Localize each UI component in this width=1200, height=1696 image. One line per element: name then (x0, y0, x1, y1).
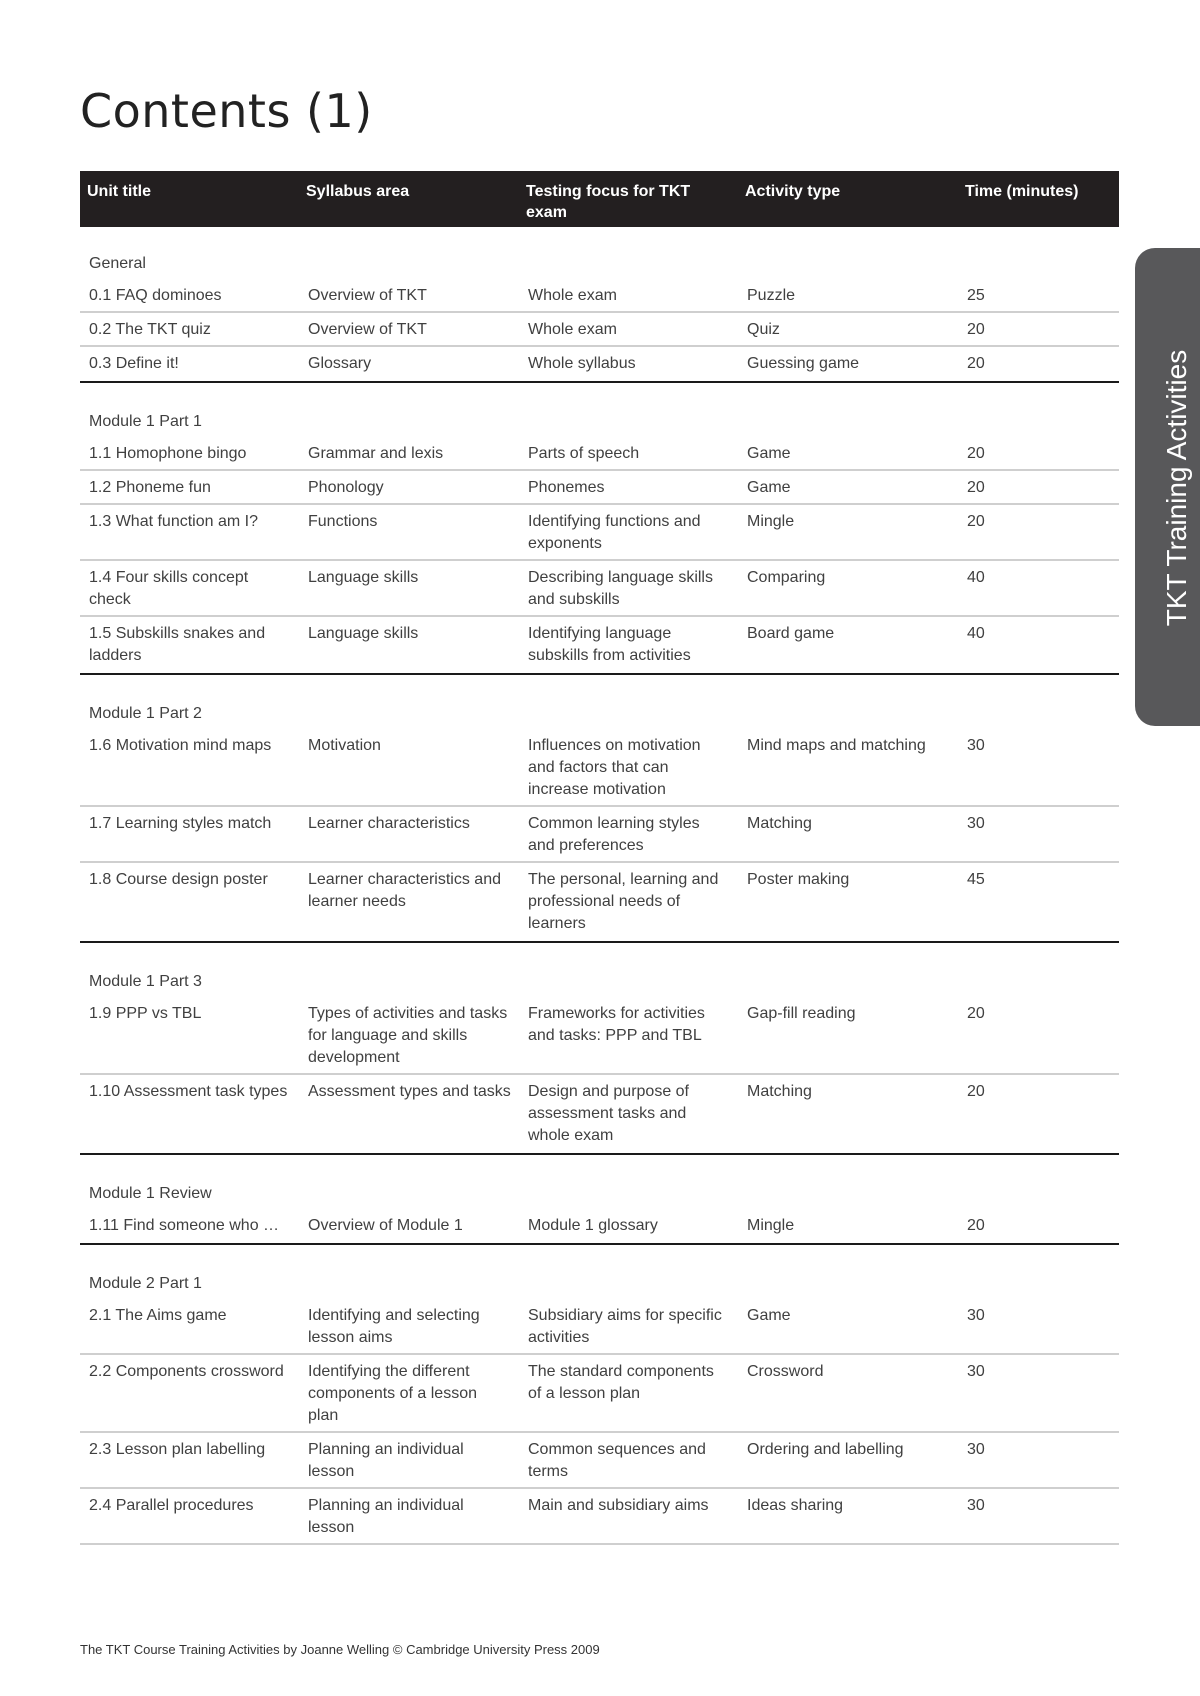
syllabus-area-cell: Glossary (299, 346, 519, 382)
unit-title-cell: 0.3 Define it! (80, 346, 299, 382)
activity-type-cell: Gap-fill reading (738, 997, 958, 1074)
section-header-row (80, 674, 1119, 729)
unit-title-cell: 1.5 Subskills snakes and ladders (80, 616, 299, 674)
time-cell: 40 (958, 616, 1119, 674)
table-header-row (80, 171, 1119, 227)
header-activity-type: Activity type (738, 171, 958, 227)
activity-type-cell: Game (738, 437, 958, 470)
unit-title-cell: 1.4 Four skills concept check (80, 560, 299, 616)
section-title: Module 1 Part 2 (89, 705, 202, 722)
syllabus-area-cell: Learner characteristics (299, 806, 519, 862)
table-row (80, 346, 1119, 382)
section-header-row (80, 1244, 1119, 1299)
syllabus-area-cell: Overview of Module 1 (299, 1209, 519, 1244)
activity-type-cell: Quiz (738, 312, 958, 346)
section-title: Module 2 Part 1 (89, 1275, 202, 1292)
activity-type-cell: Ordering and labelling (738, 1432, 958, 1488)
time-cell: 45 (958, 862, 1119, 942)
unit-title-cell: 1.2 Phoneme fun (80, 470, 299, 504)
unit-title-cell: 0.2 The TKT quiz (80, 312, 299, 346)
table-body (80, 227, 1119, 1544)
contents-table (80, 171, 1119, 1545)
activity-type-cell: Matching (738, 1074, 958, 1154)
unit-title-cell: 2.1 The Aims game (80, 1299, 299, 1354)
testing-focus-cell: Common sequences and terms (519, 1432, 738, 1488)
time-cell: 30 (958, 1488, 1119, 1544)
activity-type-cell: Game (738, 470, 958, 504)
testing-focus-cell: The standard components of a lesson plan (519, 1354, 738, 1432)
time-cell: 25 (958, 279, 1119, 312)
section-header-row (80, 942, 1119, 997)
testing-focus-cell: Identifying language subskills from activities (519, 616, 738, 674)
header-testing-focus: Testing focus for TKT exam (519, 171, 738, 227)
syllabus-area-cell: Language skills (299, 560, 519, 616)
time-cell: 30 (958, 806, 1119, 862)
activity-type-cell: Crossword (738, 1354, 958, 1432)
table-row (80, 1209, 1119, 1244)
section-title: Module 1 Review (89, 1185, 212, 1202)
table-row (80, 729, 1119, 806)
header-syllabus-area: Syllabus area (299, 171, 519, 227)
unit-title-cell: 1.8 Course design poster (80, 862, 299, 942)
testing-focus-cell: Whole exam (519, 312, 738, 346)
activity-type-cell: Poster making (738, 862, 958, 942)
table-row (80, 862, 1119, 942)
activity-type-cell: Game (738, 1299, 958, 1354)
syllabus-area-cell: Grammar and lexis (299, 437, 519, 470)
unit-title-cell: 1.1 Homophone bingo (80, 437, 299, 470)
testing-focus-cell: Module 1 glossary (519, 1209, 738, 1244)
syllabus-area-cell: Types of activities and tasks for language and skills development (299, 997, 519, 1074)
time-cell: 30 (958, 1432, 1119, 1488)
section-title: Module 1 Part 3 (89, 973, 202, 990)
time-cell: 20 (958, 997, 1119, 1074)
unit-title-cell: 2.3 Lesson plan labelling (80, 1432, 299, 1488)
side-tab-label: TKT Training Activities (1161, 349, 1192, 627)
testing-focus-cell: The personal, learning and professional needs of learners (519, 862, 738, 942)
table-row (80, 279, 1119, 312)
syllabus-area-cell: Identifying and selecting lesson aims (299, 1299, 519, 1354)
syllabus-area-cell: Overview of TKT (299, 312, 519, 346)
testing-focus-cell: Design and purpose of assessment tasks and whole exam (519, 1074, 738, 1154)
table-row (80, 1432, 1119, 1488)
table-row (80, 1354, 1119, 1432)
activity-type-cell: Board game (738, 616, 958, 674)
unit-title-cell: 2.2 Components crossword (80, 1354, 299, 1432)
activity-type-cell: Comparing (738, 560, 958, 616)
testing-focus-cell: Frameworks for activities and tasks: PPP and TBL (519, 997, 738, 1074)
table-row (80, 1299, 1119, 1354)
section-header-row (80, 227, 1119, 279)
syllabus-area-cell: Phonology (299, 470, 519, 504)
table-row (80, 312, 1119, 346)
testing-focus-cell: Common learning styles and preferences (519, 806, 738, 862)
header-unit-title: Unit title (80, 171, 299, 227)
time-cell: 20 (958, 504, 1119, 560)
table-row (80, 806, 1119, 862)
time-cell: 40 (958, 560, 1119, 616)
testing-focus-cell: Influences on motivation and factors that can increase motivation (519, 729, 738, 806)
testing-focus-cell: Parts of speech (519, 437, 738, 470)
time-cell: 30 (958, 729, 1119, 806)
unit-title-cell: 1.7 Learning styles match (80, 806, 299, 862)
unit-title-cell: 1.3 What function am I? (80, 504, 299, 560)
time-cell: 30 (958, 1354, 1119, 1432)
syllabus-area-cell: Assessment types and tasks (299, 1074, 519, 1154)
table-row (80, 470, 1119, 504)
unit-title-cell: 1.9 PPP vs TBL (80, 997, 299, 1074)
time-cell: 30 (958, 1299, 1119, 1354)
unit-title-cell: 2.4 Parallel procedures (80, 1488, 299, 1544)
testing-focus-cell: Subsidiary aims for specific activities (519, 1299, 738, 1354)
activity-type-cell: Guessing game (738, 346, 958, 382)
syllabus-area-cell: Learner characteristics and learner needs (299, 862, 519, 942)
table-row (80, 616, 1119, 674)
page-title: Contents (1) (80, 84, 373, 138)
testing-focus-cell: Whole syllabus (519, 346, 738, 382)
testing-focus-cell: Describing language skills and subskills (519, 560, 738, 616)
section-title: General (89, 255, 146, 272)
activity-type-cell: Matching (738, 806, 958, 862)
activity-type-cell: Mingle (738, 1209, 958, 1244)
time-cell: 20 (958, 312, 1119, 346)
activity-type-cell: Ideas sharing (738, 1488, 958, 1544)
table-row (80, 560, 1119, 616)
activity-type-cell: Puzzle (738, 279, 958, 312)
table-row (80, 437, 1119, 470)
section-header-row (80, 1154, 1119, 1209)
unit-title-cell: 1.10 Assessment task types (80, 1074, 299, 1154)
time-cell: 20 (958, 346, 1119, 382)
unit-title-cell: 0.1 FAQ dominoes (80, 279, 299, 312)
section-title: Module 1 Part 1 (89, 413, 202, 430)
time-cell: 20 (958, 470, 1119, 504)
table-row (80, 1488, 1119, 1544)
unit-title-cell: 1.6 Motivation mind maps (80, 729, 299, 806)
syllabus-area-cell: Planning an individual lesson (299, 1488, 519, 1544)
time-cell: 20 (958, 437, 1119, 470)
syllabus-area-cell: Functions (299, 504, 519, 560)
time-cell: 20 (958, 1209, 1119, 1244)
unit-title-cell: 1.11 Find someone who … (80, 1209, 299, 1244)
table-row (80, 1074, 1119, 1154)
testing-focus-cell: Main and subsidiary aims (519, 1488, 738, 1544)
syllabus-area-cell: Motivation (299, 729, 519, 806)
testing-focus-cell: Phonemes (519, 470, 738, 504)
activity-type-cell: Mind maps and matching (738, 729, 958, 806)
syllabus-area-cell: Overview of TKT (299, 279, 519, 312)
testing-focus-cell: Whole exam (519, 279, 738, 312)
table-row (80, 504, 1119, 560)
syllabus-area-cell: Planning an individual lesson (299, 1432, 519, 1488)
testing-focus-cell: Identifying functions and exponents (519, 504, 738, 560)
syllabus-area-cell: Identifying the different components of a lesson plan (299, 1354, 519, 1432)
section-header-row (80, 382, 1119, 437)
syllabus-area-cell: Language skills (299, 616, 519, 674)
table-row (80, 997, 1119, 1074)
footer-copyright: The TKT Course Training Activities by Joanne Welling © Cambridge University Press 2009 (80, 1642, 600, 1657)
header-time: Time (minutes) (958, 171, 1119, 227)
time-cell: 20 (958, 1074, 1119, 1154)
activity-type-cell: Mingle (738, 504, 958, 560)
